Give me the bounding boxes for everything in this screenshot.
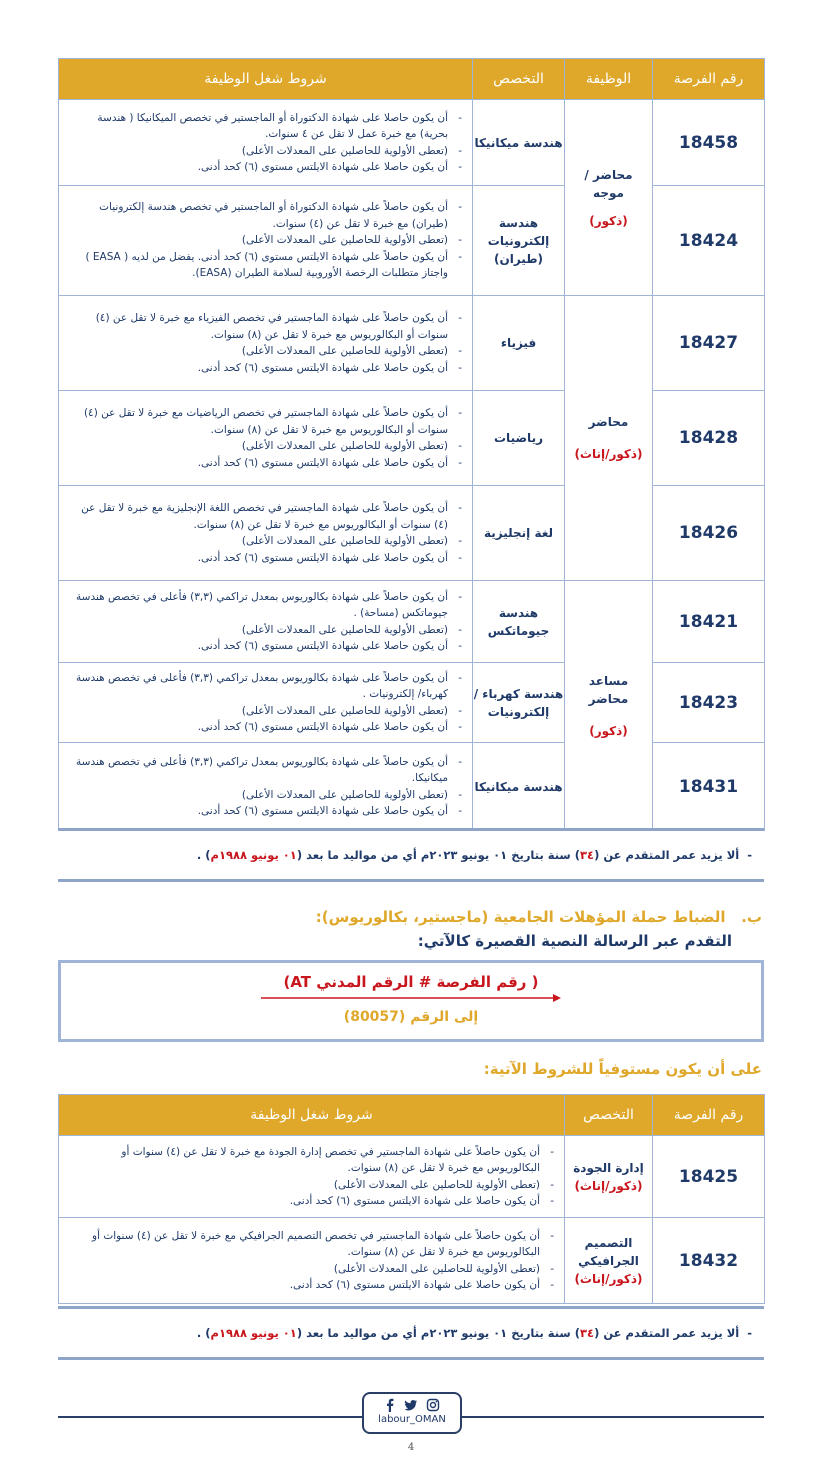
social-handle[interactable]: labour_OMAN: [378, 1414, 446, 1425]
gender-label: (ذكور/إناث): [574, 1271, 643, 1286]
table-row: [59, 743, 765, 831]
condition-item: - أن يكون حاصلاً على شهادة الماجستير في تخصص التصميم الجرافيكي مع خبرة لا تقل عن (٤) سنوات أو البكالوريوس مع خبرة لا تقل عن (٨) سنوات.: [69, 1228, 540, 1261]
sms-instructions: التقدم عبر الرسالة النصية القصيرة كالآتي:: [417, 932, 732, 950]
specialization: هندسة جيوماتكس: [473, 581, 565, 663]
specialization: إدارة الجودة: [573, 1160, 644, 1175]
footer-line-right: [462, 1416, 764, 1418]
condition-item: - (تعطى الأولوية للحاصلين على المعدلات الأعلى): [69, 703, 448, 720]
sms-format: ( رقم الفرصة # الرقم المدني AT): [283, 973, 539, 991]
specialization: هندسة ميكانيكا: [473, 100, 565, 186]
condition-item: - أن يكون حاصلاً على شهادة الايلتس مستوى (٦) كحد أدنى. يفضل من لديه ( EASA ) واجتاز متطلبات الرخصة الأوروبية لسلامة الطيران (EASA).: [69, 249, 448, 282]
age-note-text: ألا يزيد عمر المتقدم عن (٣٤) سنة بتاريخ ٠١ يونيو ٢٠٢٣م أي من مواليد ما بعد (٠١ يونيو ١٩٨٨م) .: [196, 1326, 740, 1340]
header-opportunity-number: رقم الفرصة: [653, 1095, 765, 1136]
condition-item: - (تعطى الأولوية للحاصلين على المعدلات الأعلى): [69, 1177, 540, 1194]
condition-item: - أن يكون حاصلا على شهادة الايلتس مستوى (٦) كحد أدنى.: [69, 638, 448, 655]
specialization-cell: [565, 1218, 653, 1304]
condition-item: - (تعطى الأولوية للحاصلين على المعدلات الأعلى): [69, 787, 448, 804]
header-conditions: شروط شغل الوظيفة: [59, 1095, 565, 1136]
conditions-cell: [59, 663, 473, 743]
condition-item: - أن يكون حاصلاً على شهادة بكالوريوس بمعدل تراكمي (٣,٣) فأعلى في تخصص هندسة كهرباء/ إلكترونيات .: [69, 670, 448, 703]
opportunity-number: 18431: [653, 743, 765, 831]
specialization-cell: [565, 1136, 653, 1218]
age-value: ٣٤: [580, 1326, 595, 1340]
table-header-row: [59, 59, 765, 100]
job-title: مساعد محاضر: [588, 673, 629, 706]
condition-item: - أن يكون حاصلاً على شهادة الدكتوراة أو الماجستير في تخصص هندسة إلكترونيات (طيران) مع خبرة لا تقل عن (٤) سنوات.: [69, 199, 448, 232]
specialization: هندسة ميكانيكا: [473, 743, 565, 831]
condition-item: - (تعطى الأولوية للحاصلين على المعدلات الأعلى): [69, 533, 448, 550]
social-media-badge: [362, 1392, 462, 1434]
gender-label: (ذكور/إناث): [574, 447, 643, 461]
twitter-icon[interactable]: [404, 1398, 418, 1412]
conditions-cell: [59, 486, 473, 581]
conditions-cell: [59, 1136, 565, 1218]
condition-item: - أن يكون حاصلا على شهادة الايلتس مستوى (٦) كحد أدنى.: [69, 455, 448, 472]
condition-item: - أن يكون حاصلا على شهادة الايلتس مستوى (٦) كحد أدنى.: [69, 1277, 540, 1294]
age-value: ٣٤: [580, 848, 595, 862]
condition-item: - (تعطى الأولوية للحاصلين على المعدلات الأعلى): [69, 343, 448, 360]
conditions-cell: [59, 186, 473, 296]
condition-item: - (تعطى الأولوية للحاصلين على المعدلات الأعلى): [69, 438, 448, 455]
table-row: [59, 1136, 765, 1218]
header-specialization: التخصص: [565, 1095, 653, 1136]
gender-label: (ذكور): [589, 723, 628, 738]
section-b-heading: الضباط حملة المؤهلات الجامعية (ماجستير، بكالوريوس):: [315, 908, 726, 926]
gender-label: (ذكور): [589, 213, 628, 228]
age-note: - ألا يزيد عمر المتقدم عن (٣٤) سنة بتاريخ ٠١ يونيو ٢٠٢٣م أي من مواليد ما بعد (٠١ يونيو ١٩٨٨م) .: [58, 828, 764, 882]
job-cell: [565, 100, 653, 296]
opportunity-number: 18427: [653, 296, 765, 391]
page-number: 4: [407, 1442, 415, 1453]
opportunity-number: 18425: [653, 1136, 765, 1218]
condition-item: - (تعطى الأولوية للحاصلين على المعدلات الأعلى): [69, 143, 448, 160]
age-note-text: ألا يزيد عمر المتقدم عن (٣٤) سنة بتاريخ ٠١ يونيو ٢٠٢٣م أي من مواليد ما بعد (٠١ يونيو ١٩٨٨م) .: [196, 848, 740, 862]
table-row: [59, 391, 765, 486]
table-row: [59, 186, 765, 296]
officers-table: [58, 1094, 765, 1304]
arrow-icon: [261, 993, 561, 1003]
opportunity-number: 18421: [653, 581, 765, 663]
condition-item: - أن يكون حاصلاً على شهادة الماجستير في تخصص الفيزياء مع خبرة لا تقل عن (٤) سنوات أو البكالوريوس مع خبرة لا تقل عن (٨) سنوات.: [69, 310, 448, 343]
condition-item: - أن يكون حاصلاً على شهادة بكالوريوس بمعدل تراكمي (٣,٣) فأعلى في تخصص هندسة جيوماتكس (مساحة) .: [69, 589, 448, 622]
condition-item: - أن يكون حاصلا على شهادة الايلتس مستوى (٦) كحد أدنى.: [69, 550, 448, 567]
job-cell: [565, 296, 653, 581]
table-row: [59, 296, 765, 391]
conditions-cell: [59, 296, 473, 391]
conditions-cell: [59, 1218, 565, 1304]
table-row: [59, 1218, 765, 1304]
age-note: - ألا يزيد عمر المتقدم عن (٣٤) سنة بتاريخ ٠١ يونيو ٢٠٢٣م أي من مواليد ما بعد (٠١ يونيو ١٩٨٨م) .: [58, 1306, 764, 1360]
table-row: [59, 581, 765, 663]
section-marker: ب.: [741, 908, 762, 926]
specialization: هندسة إلكترونيات (طيران): [473, 186, 565, 296]
table-header-row: [59, 1095, 765, 1136]
specialization: لغة إنجليزية: [473, 486, 565, 581]
facebook-icon[interactable]: [384, 1398, 396, 1412]
condition-item: - أن يكون حاصلا على شهادة الايلتس مستوى (٦) كحد أدنى.: [69, 159, 448, 176]
jobs-table: [58, 58, 765, 831]
condition-item: - أن يكون حاصلاً على شهادة الماجستير في تخصص اللغة الإنجليزية مع خبرة لا تقل عن (٤) سنوات أو البكالوريوس مع خبرة لا تقل عن (٨) سنوات.: [69, 500, 448, 533]
sms-number: إلى الرقم (80057): [343, 1009, 479, 1025]
condition-item: - أن يكون حاصلاً على شهادة بكالوريوس بمعدل تراكمي (٣,٣) فأعلى في تخصص هندسة ميكانيكا.: [69, 754, 448, 787]
job-title: محاضر / موجه: [584, 167, 633, 200]
opportunity-number: 18426: [653, 486, 765, 581]
opportunity-number: 18423: [653, 663, 765, 743]
birth-date: ٠١ يونيو ١٩٨٨م: [210, 848, 297, 862]
opportunity-number: 18424: [653, 186, 765, 296]
job-cell: [565, 581, 653, 831]
condition-item: - (تعطى الأولوية للحاصلين على المعدلات الأعلى): [69, 232, 448, 249]
condition-item: - (تعطى الأولوية للحاصلين على المعدلات الأعلى): [69, 622, 448, 639]
header-conditions: شروط شغل الوظيفة: [59, 59, 473, 100]
job-title: محاضر: [588, 415, 629, 429]
table-row: [59, 663, 765, 743]
opportunity-number: 18428: [653, 391, 765, 486]
conditions-cell: [59, 581, 473, 663]
condition-item: - أن يكون حاصلا على شهادة الايلتس مستوى (٦) كحد أدنى.: [69, 360, 448, 377]
instagram-icon[interactable]: [426, 1398, 440, 1412]
condition-item: - أن يكون حاصلا على شهادة الدكتوراة أو الماجستير في تخصص الميكانيكا ( هندسة بحرية) مع خبرة عمل لا تقل عن ٤ سنوات.: [69, 110, 448, 143]
footer-line-left: [58, 1416, 362, 1418]
header-opportunity-number: رقم الفرصة: [653, 59, 765, 100]
header-job: الوظيفة: [565, 59, 653, 100]
conditions-cell: [59, 100, 473, 186]
specialization: فيزياء: [473, 296, 565, 391]
condition-item: - أن يكون حاصلا على شهادة الايلتس مستوى (٦) كحد أدنى.: [69, 1193, 540, 1210]
table-row: [59, 486, 765, 581]
birth-date: ٠١ يونيو ١٩٨٨م: [210, 1326, 297, 1340]
condition-item: - (تعطى الأولوية للحاصلين على المعدلات الأعلى): [69, 1261, 540, 1278]
conditions-cell: [59, 743, 473, 831]
specialization: رياضيات: [473, 391, 565, 486]
conditions-heading: على أن يكون مستوفياً للشروط الآتية:: [483, 1060, 762, 1078]
sms-format-box: [58, 960, 764, 1042]
table-row: [59, 100, 765, 186]
specialization: هندسة كهرباء / إلكترونيات: [473, 663, 565, 743]
section-b-title: [316, 908, 762, 926]
condition-item: - أن يكون حاصلاً على شهادة الماجستير في تخصص الرياضيات مع خبرة لا تقل عن (٤) سنوات أو البكالوريوس مع خبرة لا تقل عن (٨) سنوات.: [69, 405, 448, 438]
opportunity-number: 18432: [653, 1218, 765, 1304]
opportunity-number: 18458: [653, 100, 765, 186]
gender-label: (ذكور/إناث): [574, 1178, 643, 1193]
conditions-cell: [59, 391, 473, 486]
condition-item: - أن يكون حاصلا على شهادة الايلتس مستوى (٦) كحد أدنى.: [69, 719, 448, 736]
condition-item: - أن يكون حاصلاً على شهادة الماجستير في تخصص إدارة الجودة مع خبرة لا تقل عن (٤) سنوات أو البكالوريوس مع خبرة لا تقل عن (٨) سنوات.: [69, 1144, 540, 1177]
specialization: التصميم الجرافيكي: [578, 1235, 639, 1268]
condition-item: - أن يكون حاصلا على شهادة الايلتس مستوى (٦) كحد أدنى.: [69, 803, 448, 820]
header-specialization: التخصص: [473, 59, 565, 100]
